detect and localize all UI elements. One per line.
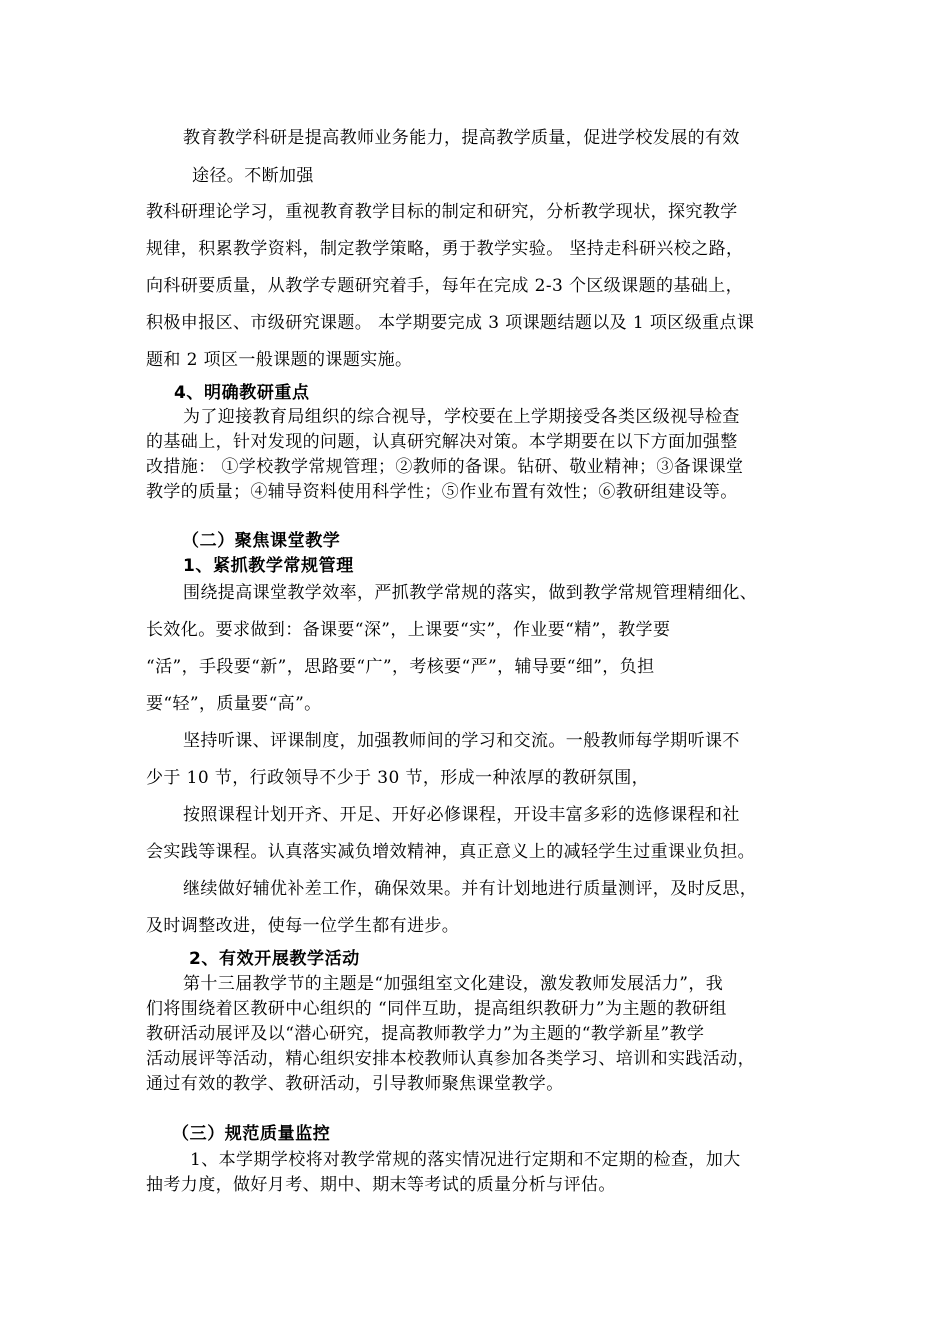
body-text-line: 按照课程计划开齐、开足、开好必修课程，开设丰富多彩的选修课程和社 — [183, 805, 740, 825]
body-text-line: 第十三届教学节的主题是“加强组室文化建设，激发教师发展活力”，我 — [183, 974, 724, 994]
body-text-line: 长效化。要求做到：备课要“深”，上课要“实”，作业要“精”，教学要 — [146, 620, 671, 640]
body-text-line: 及时调整改进，使每一位学生都有进步。 — [146, 916, 460, 936]
body-text-line: 的基础上，针对发现的问题，认真研究解决对策。本学期要在以下方面加强整 — [146, 432, 738, 452]
body-text-line: 1、本学期学校将对教学常规的落实情况进行定期和不定期的检查，加大 — [190, 1150, 741, 1170]
body-text-line: 教育教学科研是提高教师业务能力，提高教学质量，促进学校发展的有效 — [183, 128, 740, 148]
body-text-line: 改措施： ①学校教学常规管理；②教师的备课。钻研、敬业精神；③备课课堂 — [146, 457, 744, 477]
body-text-line: 积极申报区、市级研究课题。 本学期要完成 3 项课题结题以及 1 项区级重点课 — [146, 313, 755, 333]
body-text-line: “活”，手段要“新”，思路要“广”，考核要“严”，辅导要“细”，负担 — [146, 657, 655, 677]
section-heading: 4、明确教研重点 — [174, 383, 310, 403]
section-heading: 1、紧抓教学常规管理 — [183, 556, 354, 576]
body-text-line: 要“轻”，质量要“高”。 — [146, 694, 322, 714]
body-text-line: 途径。不断加强 — [192, 166, 314, 186]
body-text-line: 们将围绕着区教研中心组织的 “同伴互助，提高组织教研力”为主题的教研组 — [146, 999, 727, 1019]
body-text-line: 活动展评等活动，精心组织安排本校教师认真参加各类学习、培训和实践活动， — [146, 1049, 755, 1069]
body-text-line: 规律，积累教学资料，制定教学策略，勇于教学实验。 坚持走科研兴校之路， — [146, 239, 744, 259]
body-text-line: 教学的质量；④辅导资料使用科学性；⑤作业布置有效性；⑥教研组建设等。 — [146, 482, 738, 502]
body-text-line: 为了迎接教育局组织的综合视导，学校要在上学期接受各类区级视导检查 — [183, 407, 740, 427]
body-text-line: 通过有效的教学、教研活动，引导教师聚焦课堂教学。 — [146, 1074, 564, 1094]
body-text-line: 会实践等课程。认真落实减负增效精神，真正意义上的减轻学生过重课业负担。 — [146, 842, 755, 862]
section-title: （二）聚焦课堂教学 — [182, 531, 341, 551]
body-text-line: 围绕提高课堂教学效率，严抓教学常规的落实，做到教学常规管理精细化、 — [183, 583, 758, 603]
body-text-line: 继续做好辅优补差工作，确保效果。并有计划地进行质量测评，及时反思， — [183, 879, 758, 899]
body-text-line: 题和 2 项区一般课题的课题实施。 — [146, 350, 413, 370]
body-text-line: 抽考力度，做好月考、期中、期末等考试的质量分析与评估。 — [146, 1175, 616, 1195]
section-heading: 2、有效开展教学活动 — [189, 949, 360, 969]
body-text-line: 坚持听课、评课制度，加强教师间的学习和交流。一般教师每学期听课不 — [183, 731, 740, 751]
section-title: （三）规范质量监控 — [172, 1124, 331, 1144]
body-text-line: 向科研要质量，从教学专题研究着手，每年在完成 2-3 个区级课题的基础上， — [146, 276, 743, 296]
body-text-line: 教研活动展评及以“潜心研究，提高教师教学力”为主题的“教学新星”教学 — [146, 1024, 705, 1044]
body-text-line: 少于 10 节，行政领导不少于 30 节，形成一种浓厚的教研氛围， — [146, 768, 650, 788]
body-text-line: 教科研理论学习，重视教育教学目标的制定和研究，分析教学现状，探究教学 — [146, 202, 738, 222]
